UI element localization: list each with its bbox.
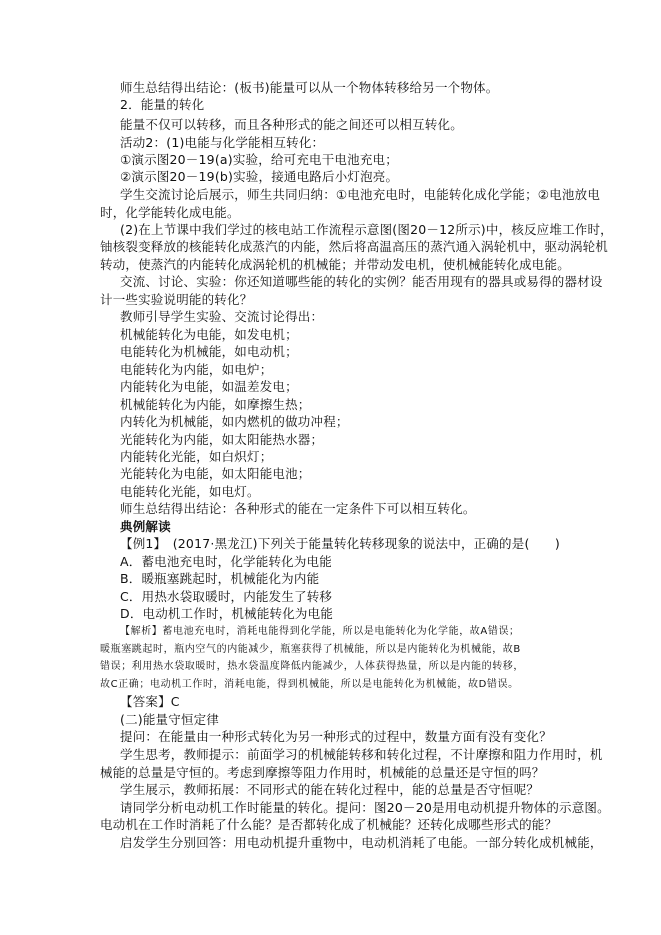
analysis-line: 故C正确；电动机工作时，消耗电能，得到机械能，所以是电能转化为机械能，故D错误。 <box>100 679 519 690</box>
option-d: D．电动机工作时，机械能转化为电能 <box>120 606 334 621</box>
list-item: 内转化为机械能，如内燃机的做功冲程； <box>120 414 349 429</box>
paragraph-line: 电动机在工作时消耗了什么能？是否都转化成了机械能？还转化成哪些形式的能？ <box>100 817 558 832</box>
list-item: 光能转化为电能，如太阳能电池； <box>120 466 311 481</box>
paragraph-line: 教师引导学生实验、交流讨论得出： <box>120 309 324 324</box>
list-item: 内能转化为电能，如温差发电； <box>120 379 298 394</box>
paragraph-line: 学生交流讨论后展示，师生共同归纳：①电池充电时，电能转化成化学能；②电池放电 <box>120 187 601 202</box>
paragraph-line: 学生展示，教师拓展：不同形式的能在转化过程中，能的总量是否守恒呢？ <box>120 782 540 797</box>
list-item: 电能转化为机械能，如电动机； <box>120 344 298 359</box>
paragraph-line: 械能的总量是守恒的。考虑到摩擦等阻力作用时，机械能的总量还是守恒的吗？ <box>100 765 545 780</box>
answer-line: 【答案】C <box>120 694 180 709</box>
paragraph-line: 师生总结得出结论：(板书)能量可以从一个物体转移给另一个物体。 <box>120 80 499 95</box>
option-c: C．用热水袋取暖时，内能发生了转移 <box>120 589 333 604</box>
paragraph-line: 活动2：(1)电能与化学能相互转化： <box>120 135 325 150</box>
paragraph-line: (2)在上节课中我们学过的核电站工作流程示意图(图20－12所示)中，核反应堆工作时， <box>120 222 613 237</box>
paragraph-line: 交流、讨论、实验：你还知道哪些能的转化的实例？能否用现有的器具或易得的器材设 <box>120 274 603 289</box>
list-item: 电能转化光能，如电灯。 <box>120 484 260 499</box>
paragraph-line: 计一些实验说明能的转化？ <box>100 292 253 307</box>
list-item: 光能转化为内能，如太阳能热水器； <box>120 432 324 447</box>
paragraph-line: 启发学生分别回答：用电动机提升重物中，电动机消耗了电能。一部分转化成机械能， <box>120 835 603 850</box>
paragraph-line: 学生思考，教师提示：前面学习的机械能转移和转化过程，不计摩擦和阻力作用时，机 <box>120 747 603 762</box>
section-heading: (二)能量守恒定律 <box>120 712 220 727</box>
paragraph-line: ①演示图20－19(a)实验，给可充电干电池充电； <box>120 152 398 167</box>
paragraph-line: 能量不仅可以转移，而且各种形式的能之间还可以相互转化。 <box>120 117 463 132</box>
paragraph-line: ②演示图20－19(b)实验，接通电路后小灯泡亮。 <box>120 169 399 184</box>
paragraph-line: 提问：在能量由一种形式转化为另一种形式的过程中，数量方面有没有变化？ <box>120 729 552 744</box>
paragraph-line: 师生总结得出结论：各种形式的能在一定条件下可以相互转化。 <box>120 501 476 516</box>
analysis-line: 暖瓶塞跳起时，瓶内空气的内能减少，瓶塞获得了机械能，所以是内能转化为机械能，故B <box>100 644 521 655</box>
analysis-line: 错误；利用热水袋取暖时，热水袋温度降低内能减少，人体获得热量，所以是内能的转移， <box>100 661 524 672</box>
example-question: 【例1】 (2017·黑龙江)下列关于能量转化转移现象的说法中，正确的是( ) <box>120 536 560 551</box>
option-a: A．蓄电池充电时，化学能转化为电能 <box>120 554 332 569</box>
list-item: 机械能转化为内能，如摩擦生热； <box>120 397 311 412</box>
paragraph-line: 铀核裂变释放的核能转化成蒸汽的内能，然后将高温高压的蒸汽通入涡轮机中，驱动涡轮机 <box>100 239 609 254</box>
section-heading: 典例解读 <box>120 519 171 534</box>
list-item: 机械能转化为电能，如发电机； <box>120 327 298 342</box>
list-item: 电能转化为内能，如电炉； <box>120 362 273 377</box>
section-heading: 2．能量的转化 <box>120 97 205 112</box>
paragraph-line: 请同学分析电动机工作时能量的转化。提问：图20－20是用电动机提升物体的示意图。 <box>120 800 610 815</box>
paragraph-line: 转动，使蒸汽的内能转化成涡轮机的机械能；并带动发电机，使机械能转化成电能。 <box>100 257 570 272</box>
analysis-line: 【解析】蓄电池充电时，消耗电能得到化学能，所以是电能转化为化学能，故A错误； <box>120 626 520 637</box>
option-b: B．暖瓶塞跳起时，机械能化为内能 <box>120 571 320 586</box>
paragraph-line: 时，化学能转化成电能。 <box>100 205 240 220</box>
list-item: 内能转化光能，如白炽灯； <box>120 449 273 464</box>
